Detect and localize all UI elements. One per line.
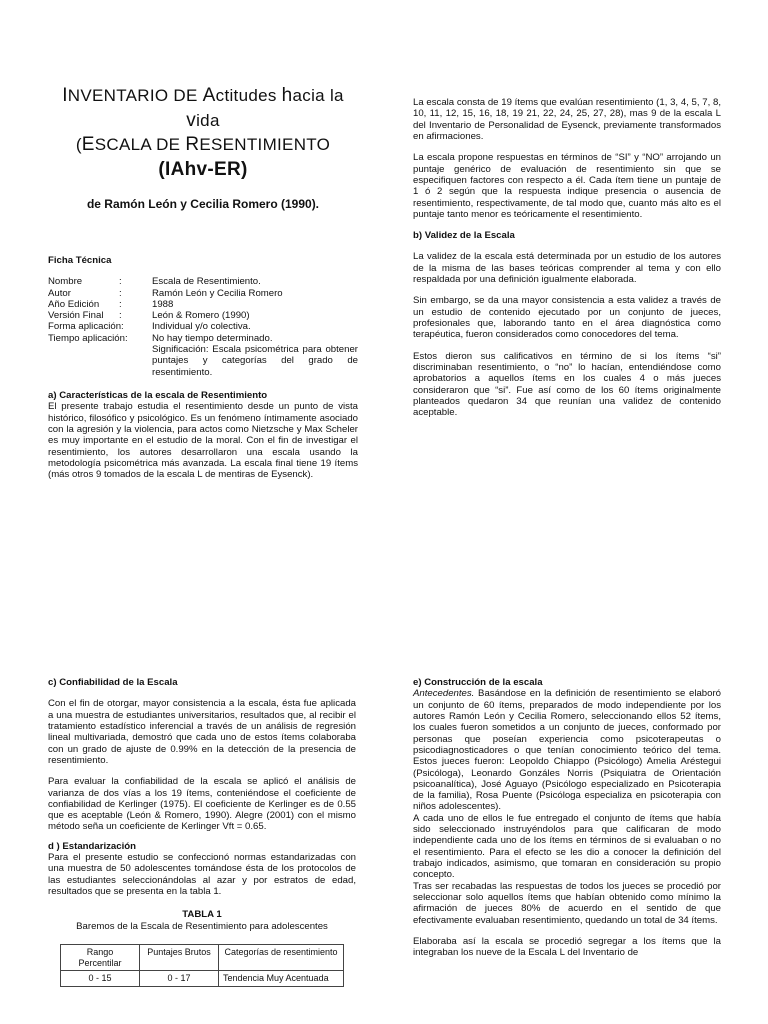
title-text: SCALA DE <box>94 135 186 155</box>
ficha-colon: : <box>119 310 122 322</box>
antecedentes-text: Basándose en la definición de resentimiento se elaboró un conjunto de 60 ítems, preparados de modo independiente por los autores Ramón León y Cecilia Romero, seleccionando ellos 52 ítems, los cuales fueron sometidos a un conjunto de jueces, conformado por personas que poseían experiencia como psicoterapeutas o psicodiagnosticadores o que tenían conocimiento teórico del tema. Estos jueces fueron: Leopoldo Chiappo (Psicólogo) Amelia Aréstegui (Psicóloga), Leonardo Gonzáles Norris (Psiquiatra de Orientación psicoanalítica), José Aguayo (Psicólogo especializado en Psicoterapia de la familia), Rosa Puente (Psicóloga especializa en psicoterapia con niños adolescentes). <box>413 688 721 813</box>
title-text: R <box>185 134 200 156</box>
authors-line: de Ramón León y Cecilia Romero (1990). <box>86 196 320 211</box>
title-text: v <box>186 109 197 131</box>
ficha-value: León & Romero (1990) <box>152 310 250 322</box>
ficha-value: Individual y/o colectiva. <box>152 321 251 333</box>
baremos-table <box>60 944 344 987</box>
table-title: TABLA 1 <box>182 909 222 921</box>
ficha-colon: : <box>119 287 122 299</box>
title-text: acia la <box>292 86 344 105</box>
ficha-table <box>48 276 358 378</box>
title-text: I <box>62 85 68 106</box>
table-row <box>61 971 344 987</box>
title-text: ctitudes <box>215 86 282 105</box>
section-e-heading: e) Construcción de la escala <box>413 677 543 688</box>
table-cell: 0 - 17 <box>140 971 219 987</box>
right-top-column <box>413 97 721 419</box>
table-header-cell: Rango Percentilar <box>61 944 140 970</box>
antecedentes-label: Antecedentes. <box>413 688 475 700</box>
ficha-row <box>48 288 358 299</box>
ficha-value: Escala de Resentimiento. <box>152 276 261 288</box>
ficha-colon: : <box>119 298 122 310</box>
document-title <box>48 84 358 183</box>
title-text: ida <box>196 110 220 130</box>
ficha-value: No hay tiempo determinado. <box>152 332 273 344</box>
table-1-block <box>48 909 356 986</box>
paragraph: Con el fin de otorgar, mayor consistencia a la escala, ésta fue aplicada a una muestra de estudiantes universitarios, resultados que, al recibir el tratamiento estadístico inferencial a través de un análisis de regresión lineal multivariada, demostró que cada uno de estos ítems colaboraba con un grado de ajuste de 0.99% en la detección de la presencia de resentimiento. <box>48 698 356 766</box>
paragraph: Para el presente estudio se confeccionó normas estandarizadas con una muestra de 50 adolescentes tomándose ésta de los protocolos de las estudiantes seleccionándolas al azar y por estratos de edad, resultados que se presenta en la tabla 1. <box>48 852 356 897</box>
ficha-row <box>48 321 358 332</box>
section-a-body: El presente trabajo estudia el resentimiento desde un punto de vista histórico, filosófico y psicológico. Es un fenómeno íntimamente asociado con la agresión y la violencia, para actos como Nietzsche y Max Scheler es muy importante en el estudio de la moral. Con el fin de investigar el resentimiento, los autores desarrollaron una escala usando la metodología psicométrica más avanzada. La escala final tiene 19 ítems (más otros 9 tomados de la escala L de mentiras de Eysenck). <box>48 401 358 481</box>
table-header-cell: Puntajes Brutos <box>140 944 219 970</box>
ficha-significacion: Significación: Escala psicométrica para obtener puntajes y categorías del grado de resentimiento. <box>152 344 358 378</box>
table-cell: 0 - 15 <box>61 971 140 987</box>
ficha-key: Tiempo aplicación: <box>48 332 128 344</box>
ficha-heading: Ficha Técnica <box>48 254 112 266</box>
ficha-row <box>48 276 358 287</box>
paragraph: La validez de la escala está determinada por un estudio de los autores de la misma de las bases teóricas comprender al tema y con ello respaldada por una definición igualmente elaborada. <box>413 251 721 286</box>
paragraph: Elaboraba así la escala se procedió segregar a los ítems que la integraban los nueve de la Escala L del Inventario de <box>413 935 721 959</box>
ficha-key: Nombre <box>48 276 83 288</box>
ficha-key: Año Edición <box>48 298 100 310</box>
title-text: NVENTARIO DE <box>67 86 203 105</box>
ficha-colon: : <box>119 276 122 288</box>
section-d-heading: d ) Estandarización <box>48 840 136 852</box>
paragraph: Tras ser recabadas las respuestas de todos los jueces se procedió por seleccionar solo aquellos ítems que habían obtenido como mínimo la afirmación de jueces 80% de acuerdo en el sentido de que efectivamente evaluaban resentimiento, quedando un total de 34 ítems. <box>413 880 721 926</box>
ficha-row <box>48 310 358 321</box>
section-c-heading: c) Confiabilidad de la Escala <box>48 677 178 688</box>
ficha-row <box>48 299 358 310</box>
section-a-heading: a) Características de la escala de Resentimiento <box>48 390 268 402</box>
left-top-column <box>48 84 358 481</box>
title-text: ( <box>75 135 82 155</box>
ficha-key: Autor <box>48 287 71 299</box>
table-cell: Tendencia Muy Acentuada <box>219 971 344 987</box>
table-caption: Baremos de la Escala de Resentimiento para adolescentes <box>76 920 328 932</box>
paragraph: Estos dieron sus calificativos en término de si los ítems “si” discriminaban resentimiento, o “no” lo hacían, entendiéndose como aprobatorios a aquellos ítems en los cuales 4 o más jueces consideraron que “si”. Fue así como de los 60 ítems originalmente planteados quedaron 34 que reunían una validez de contenido aceptable. <box>413 350 721 419</box>
right-bottom-column <box>413 677 721 959</box>
table-header-row <box>61 944 344 970</box>
paragraph: Para evaluar la confiabilidad de la escala se aplicó el análisis de varianza de dos vías a los 19 ítems, conteniéndose el coeficiente de confiabilidad de Kerlinger (1975). El coeficiente de Kerlinger es de 0.55 que es aceptable (León & Romero, 1990). Alegre (2001) con el mismo método seña un coeficiente de Kerlinger Vft = 0.65. <box>48 776 356 833</box>
title-text: h <box>281 85 293 106</box>
ficha-key: Versión Final <box>48 310 104 322</box>
paragraph: La escala propone respuestas en términos de “SI” y “NO” arrojando un puntaje genérico de evaluación de resentimiento sin que se especifiquen factores con respecto a él. Cada ítem tiene un puntaje de 1 ó 2 según que la respuesta indique presencia o ausencia de resentimiento, respectivamente, de tal modo que, cuanto más alto es el puntaje tanto menor es teóricamente el resentimiento. <box>413 152 721 220</box>
paragraph: A cada uno de ellos le fue entregado el conjunto de ítems que había sido seleccionado instruyéndolos para que calificaran de modo independiente cada uno de los ítems en términos de si evaluaban o no el resentimiento. Para el efecto se les dio a conocer la definición del trabajo indicados, asimismo, que tomaran en consideración su propio concepto. <box>413 812 721 881</box>
ficha-value: 1988 <box>152 298 174 310</box>
left-bottom-column <box>48 677 356 987</box>
ficha-value: Ramón León y Cecilia Romero <box>152 287 283 299</box>
title-text: A <box>202 85 216 106</box>
paragraph <box>413 688 721 812</box>
table-header-cell: Categorías de resentimiento <box>219 944 344 970</box>
ficha-key: Forma aplicación: <box>48 321 124 333</box>
title-text: ESENTIMIENTO <box>199 135 331 155</box>
paragraph: La escala consta de 19 ítems que evalúan resentimiento (1, 3, 4, 5, 7, 8, 10, 11, 12, 15, 16, 18, 19 21, 22, 24, 25, 27, 28), mas 9 de la escala L del Inventario de Personalidad de Eysenck, previamente transformados en afirmaciones. <box>413 97 721 142</box>
title-acronym: (IAhv-ER) <box>158 159 248 181</box>
title-text: E <box>81 134 95 156</box>
paragraph: Sin embargo, se da una mayor consistencia a esta validez a través de un estudio de contenido ejecutado por un conjunto de jueces, profesionales que, laborando tanto en el área diagnóstica como terapéutica, fueron considerados como conocedores del tema. <box>413 295 721 341</box>
section-b-heading: b) Validez de la Escala <box>413 230 515 242</box>
ficha-row <box>48 333 358 344</box>
